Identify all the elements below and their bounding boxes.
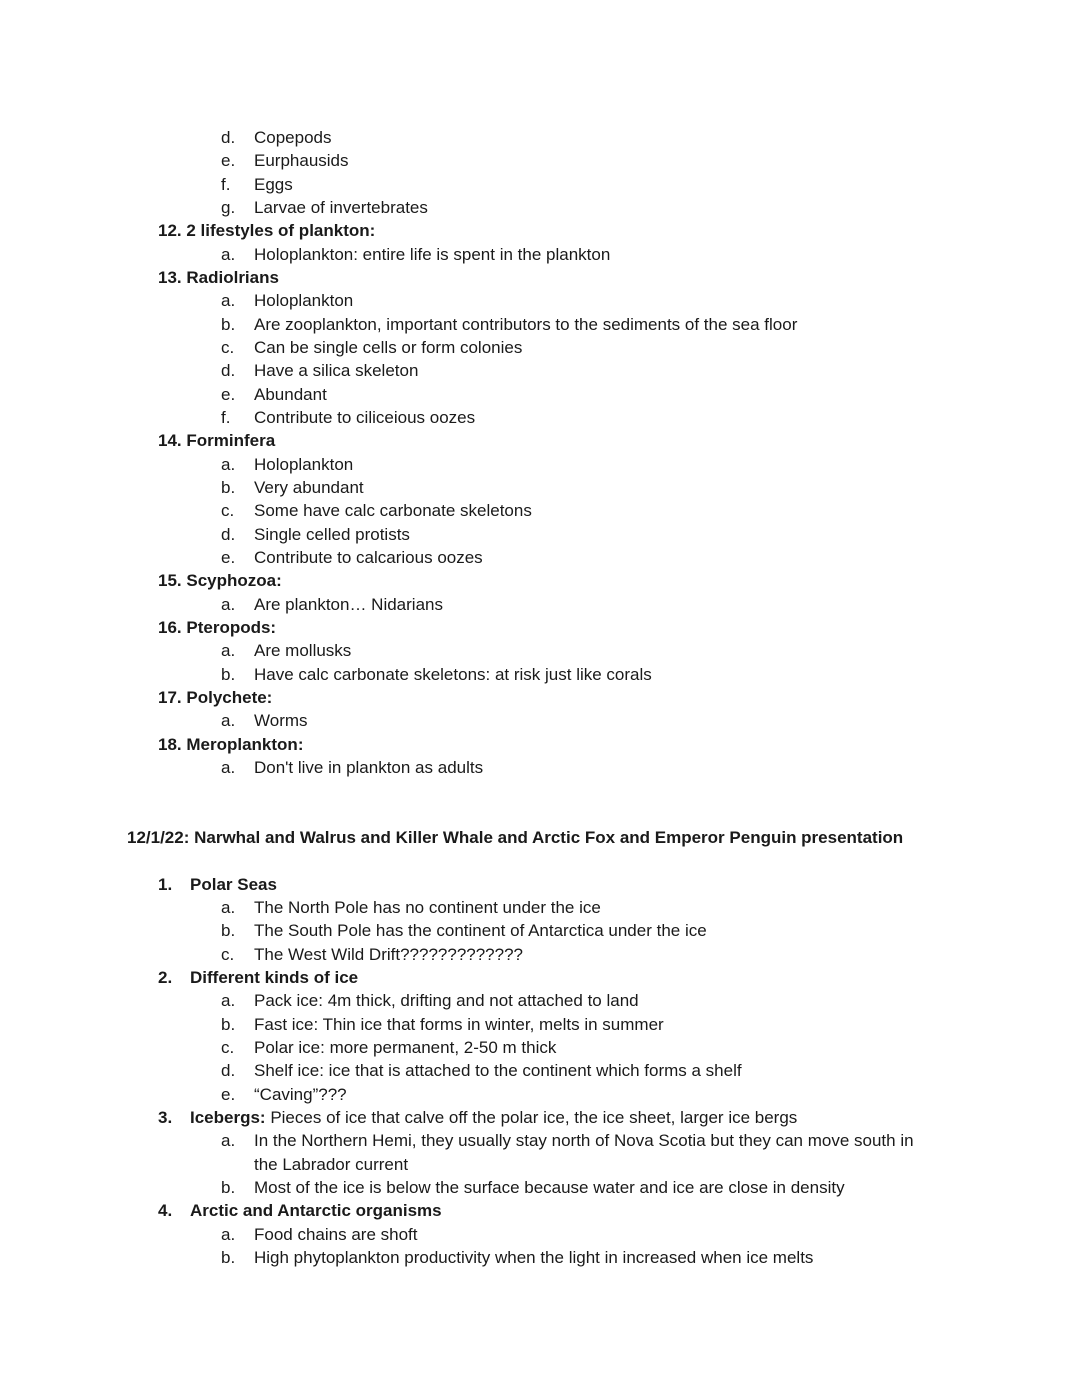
list-marker: a. (221, 245, 236, 264)
list-item-text: Can be single cells or form colonies (254, 338, 523, 357)
list-item-text: Contribute to calcarious oozes (254, 548, 483, 567)
heading-title: Polar Seas (190, 875, 277, 894)
heading-title: Pteropods: (186, 618, 277, 637)
list-item-text: Most of the ice is below the surface because water and ice are close in density (254, 1178, 845, 1197)
list-item (221, 198, 428, 218)
list-item-text: Don't live in plankton as adults (254, 758, 484, 777)
section-heading (158, 688, 272, 708)
section-heading (158, 268, 279, 288)
heading-number: 2. (158, 968, 173, 987)
heading-title: 2 lifestyles of plankton: (186, 221, 376, 240)
list-item (221, 921, 707, 941)
list-item (221, 641, 352, 661)
list-item-text: Shelf ice: ice that is attached to the continent which forms a shelf (254, 1061, 742, 1080)
list-item (221, 478, 364, 498)
list-item (221, 1131, 914, 1151)
list-marker: b. (221, 478, 236, 497)
list-item (221, 945, 524, 965)
list-item-text: Are mollusks (254, 641, 352, 660)
heading-number: 12. (158, 221, 182, 240)
list-marker: d. (221, 361, 236, 380)
list-item-text: Copepods (254, 128, 332, 147)
list-item (221, 991, 639, 1011)
list-marker: a. (221, 1131, 236, 1150)
heading-number: 3. (158, 1108, 173, 1127)
list-marker: e. (221, 385, 236, 404)
list-item (221, 1015, 664, 1035)
list-item-text: Abundant (254, 385, 327, 404)
heading-title: Scyphozoa: (186, 571, 282, 590)
list-item-text: The West Wild Drift????????????? (254, 945, 524, 964)
list-item (221, 175, 293, 195)
list-item-text: In the Northern Hemi, they usually stay north of Nova Scotia but they can move south in (254, 1131, 914, 1150)
list-item-text: Holoplankton (254, 291, 354, 310)
list-item (221, 1085, 347, 1105)
list-item-text: “Caving”??? (254, 1085, 347, 1104)
list-item (221, 1061, 742, 1081)
list-marker: b. (221, 1248, 236, 1267)
list-item-text: Have a silica skeleton (254, 361, 419, 380)
heading-number: 16. (158, 618, 182, 637)
list-item-text: Holoplankton: entire life is spent in the plankton (254, 245, 611, 264)
heading-number: 17. (158, 688, 182, 707)
list-item (221, 128, 332, 148)
section-heading (158, 571, 282, 591)
list-item (221, 548, 483, 568)
list-marker: e. (221, 151, 236, 170)
list-marker: a. (221, 1225, 236, 1244)
list-marker: c. (221, 501, 235, 520)
list-item-text: Are plankton… Nidarians (254, 595, 443, 614)
list-marker: a. (221, 898, 236, 917)
list-marker: b. (221, 665, 236, 684)
list-marker: b. (221, 921, 236, 940)
list-marker: g. (221, 198, 236, 217)
heading-title: Arctic and Antarctic organisms (190, 1201, 442, 1220)
list-marker: b. (221, 1015, 236, 1034)
list-item (221, 455, 354, 475)
list-marker: b. (221, 315, 236, 334)
section-heading (158, 1201, 442, 1221)
heading-title: Radiolrians (186, 268, 279, 287)
presentation-heading: 12/1/22: Narwhal and Walrus and Killer Whale and Arctic Fox and Emperor Penguin presentation (127, 828, 904, 847)
list-marker: a. (221, 991, 236, 1010)
list-item (221, 711, 308, 731)
list-marker: e. (221, 548, 236, 567)
list-marker: c. (221, 945, 235, 964)
list-marker: f. (221, 175, 231, 194)
list-item-text: Fast ice: Thin ice that forms in winter, melts in summer (254, 1015, 664, 1034)
section-heading (158, 875, 277, 895)
list-item (221, 385, 327, 405)
heading-number: 15. (158, 571, 182, 590)
list-item (221, 665, 652, 685)
list-item-text: Single celled protists (254, 525, 410, 544)
list-item (221, 408, 476, 428)
list-marker: a. (221, 291, 236, 310)
section-heading (158, 1108, 797, 1128)
list-item (221, 315, 798, 335)
list-item-text: Holoplankton (254, 455, 354, 474)
list-marker: d. (221, 525, 236, 544)
list-marker: d. (221, 128, 236, 147)
heading-number: 4. (158, 1201, 173, 1220)
heading-title: Meroplankton: (186, 735, 304, 754)
heading-description: Pieces of ice that calve off the polar ice, the ice sheet, larger ice bergs (265, 1108, 798, 1127)
list-marker: d. (221, 1061, 236, 1080)
list-item-text: Eggs (254, 175, 293, 194)
list-marker: c. (221, 338, 235, 357)
list-item (221, 245, 611, 265)
list-item (221, 1038, 557, 1058)
list-item (221, 898, 601, 918)
list-item-continuation: the Labrador current (254, 1155, 409, 1174)
list-marker: a. (221, 758, 236, 777)
list-marker: a. (221, 455, 236, 474)
list-item (221, 338, 523, 358)
section-heading (158, 221, 375, 241)
list-item (221, 758, 484, 778)
list-item (221, 1248, 814, 1268)
list-item-text: Worms (254, 711, 308, 730)
list-item-text: The South Pole has the continent of Antarctica under the ice (254, 921, 707, 940)
heading-title: Forminfera (186, 431, 276, 450)
list-marker: e. (221, 1085, 236, 1104)
heading-number: 1. (158, 875, 173, 894)
list-item-text: Have calc carbonate skeletons: at risk just like corals (254, 665, 652, 684)
heading-number: 14. (158, 431, 182, 450)
heading-number: 18. (158, 735, 182, 754)
heading-title: Different kinds of ice (190, 968, 359, 987)
list-item-text: Very abundant (254, 478, 364, 497)
list-marker: a. (221, 641, 236, 660)
list-marker: c. (221, 1038, 235, 1057)
section-heading (158, 431, 275, 451)
list-marker: b. (221, 1178, 236, 1197)
list-item-text: Some have calc carbonate skeletons (254, 501, 532, 520)
list-item-text: Polar ice: more permanent, 2-50 m thick (254, 1038, 557, 1057)
heading-title: Icebergs: (190, 1108, 266, 1127)
section-heading (158, 735, 303, 755)
list-item-text: Eurphausids (254, 151, 349, 170)
list-marker: a. (221, 711, 236, 730)
list-item (221, 361, 419, 381)
heading-number: 13. (158, 268, 182, 287)
list-item (221, 1178, 845, 1198)
list-marker: a. (221, 595, 236, 614)
list-item-text: Pack ice: 4m thick, drifting and not attached to land (254, 991, 639, 1010)
section-heading (158, 618, 276, 638)
list-item (221, 151, 349, 171)
list-item-text: Food chains are shoft (254, 1225, 418, 1244)
list-item (221, 595, 443, 615)
list-item (221, 501, 532, 521)
list-item (221, 1225, 418, 1245)
heading-title: Polychete: (186, 688, 273, 707)
list-item (221, 525, 410, 545)
list-item (221, 291, 354, 311)
list-item-text: The North Pole has no continent under the ice (254, 898, 601, 917)
list-item-text: Are zooplankton, important contributors to the sediments of the sea floor (254, 315, 798, 334)
list-item-text: Larvae of invertebrates (254, 198, 428, 217)
list-item-text: High phytoplankton productivity when the light in increased when ice melts (254, 1248, 814, 1267)
section-heading (158, 968, 358, 988)
list-item-text: Contribute to ciliceious oozes (254, 408, 476, 427)
list-marker: f. (221, 408, 231, 427)
